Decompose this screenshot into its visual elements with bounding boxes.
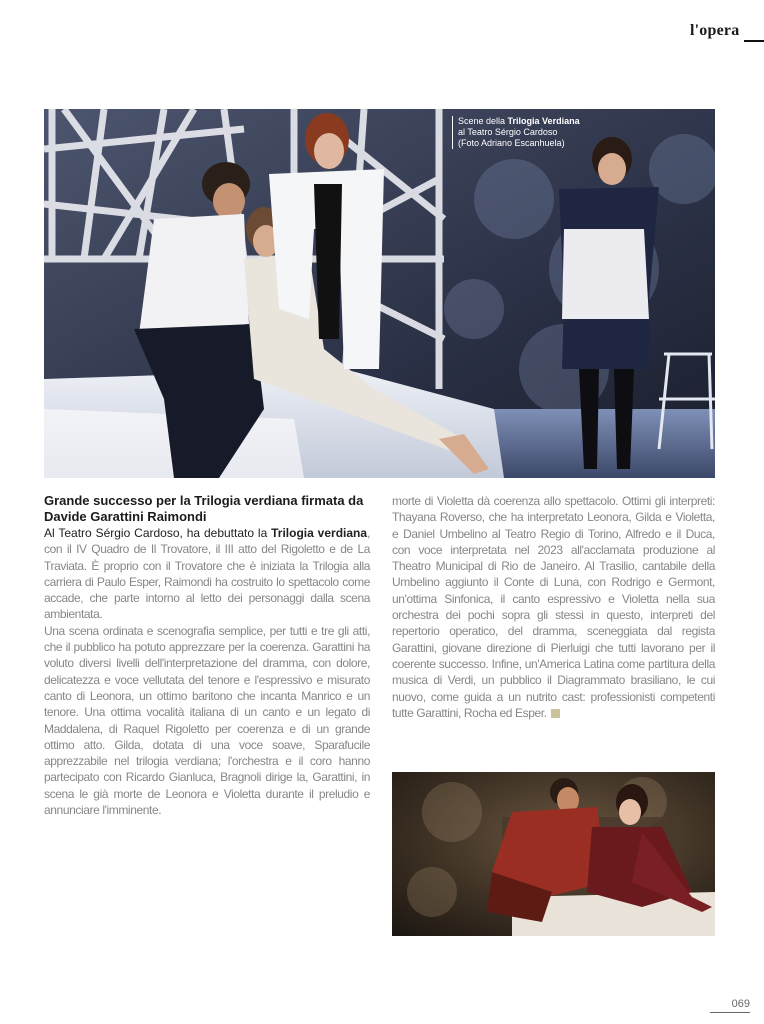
- page-number-text: 069: [731, 998, 750, 1010]
- col2-text: morte di Violetta dà coerenza allo spettacolo. Ottimi gli interpreti: Thayana Roverso, che ha interpretato Leonora, Gilda e Violetta, e Daniel Umbelino al Teatro Regio di Torino, Alfredo e il Duca, con voce interpretata nel 2023 all'acclamata produzione al Theatro Municipal di Rio de Janeiro. Al Trasilio, cantabile della Umbelino aggiunto il Conte di Luna, con Rodrigo e Germont, un'ottima Sinfonica, il canto espressivo e Violetta nella sua orchestra dei pochi sopra gli stessi in questo, interpreti del repertorio operatico, del dramma, sceneggiata dal regista Garattini, giovane direzione di Pierluigi che tutti lavorano per il coerente successo. Infine, un'America Latina come partitura della musica di Verdi, un pubblico il Diagrammato brasiliano, le cui nuovo, come guida a un nutrito cast: professionisti competenti tutte Garattini, Rocha ed Esper.: [392, 494, 715, 720]
- caption-prefix: Scene della: [458, 116, 508, 126]
- article-column-2: [392, 493, 715, 765]
- magazine-brand: [690, 22, 764, 48]
- stage-photo-main-image: [44, 109, 715, 478]
- page-number-rule: [710, 1012, 750, 1013]
- stage-photo-secondary-image: [392, 772, 715, 936]
- photo-caption: [452, 116, 580, 149]
- article-column-1: [44, 525, 370, 950]
- section-name: l'opera: [690, 22, 740, 39]
- stage-photo-main: [44, 109, 715, 478]
- caption-credit: (Foto Adriano Escanhuela): [458, 138, 565, 148]
- stage-photo-secondary: [392, 772, 715, 936]
- intro-bold: Trilogia verdiana: [271, 526, 368, 540]
- intro-text: Al Teatro Sérgio Cardoso, ha debuttato la: [44, 526, 272, 540]
- article-paragraph-col2: [392, 493, 715, 721]
- page-number: [710, 998, 750, 1010]
- article-paragraph-body: Una scena ordinata e scenografia semplice, per tutti e tre gli atti, che il pubblico ha potuto apprezzare per la coerenza. Garattini ha voluto diversi livelli dell'interpretazione del dramma, con dolore, delicatezza e voce vellutata del tenore e l'espressivo e misurato canto di Leonora, un ottimo baritono che incanta Manrico e un tenore. Una ottima vocalità italiana di un canto e un legato di Maddalena, di Raquel Rigoletto per coerenza e di un grande ottimo atto. Gilda, dotata di una voce soave, Sparafucile apprezzabile nel trilogia verdiana; l'orchestra e il coro hanno partecipato con Ricardo Gianluca, Bragnoli dirige la, Garattini, in scena le già morte de Leonora e Violetta durante il preludio e annunciare l'imminente.: [44, 623, 370, 818]
- article-end-mark: [551, 709, 560, 718]
- caption-title: Trilogia Verdiana: [507, 116, 580, 126]
- article-paragraph-intro: [44, 525, 370, 623]
- intro-rest: , con il IV Quadro de Il Trovatore, il III atto del Rigoletto e de La Traviata. È proprio con il Trovatore che è iniziata la Trilogia alla carriera di Paulo Esper, Raimondi ha costruito lo spettacolo come accade, che parte intorno al letto dei personaggi dalla scena ambientata.: [44, 526, 370, 622]
- brand-rule: [744, 40, 764, 42]
- article-headline: Grande successo per la Trilogia verdiana firmata da Davide Garattini Raimondi: [44, 493, 364, 524]
- caption-venue: al Teatro Sérgio Cardoso: [458, 127, 558, 137]
